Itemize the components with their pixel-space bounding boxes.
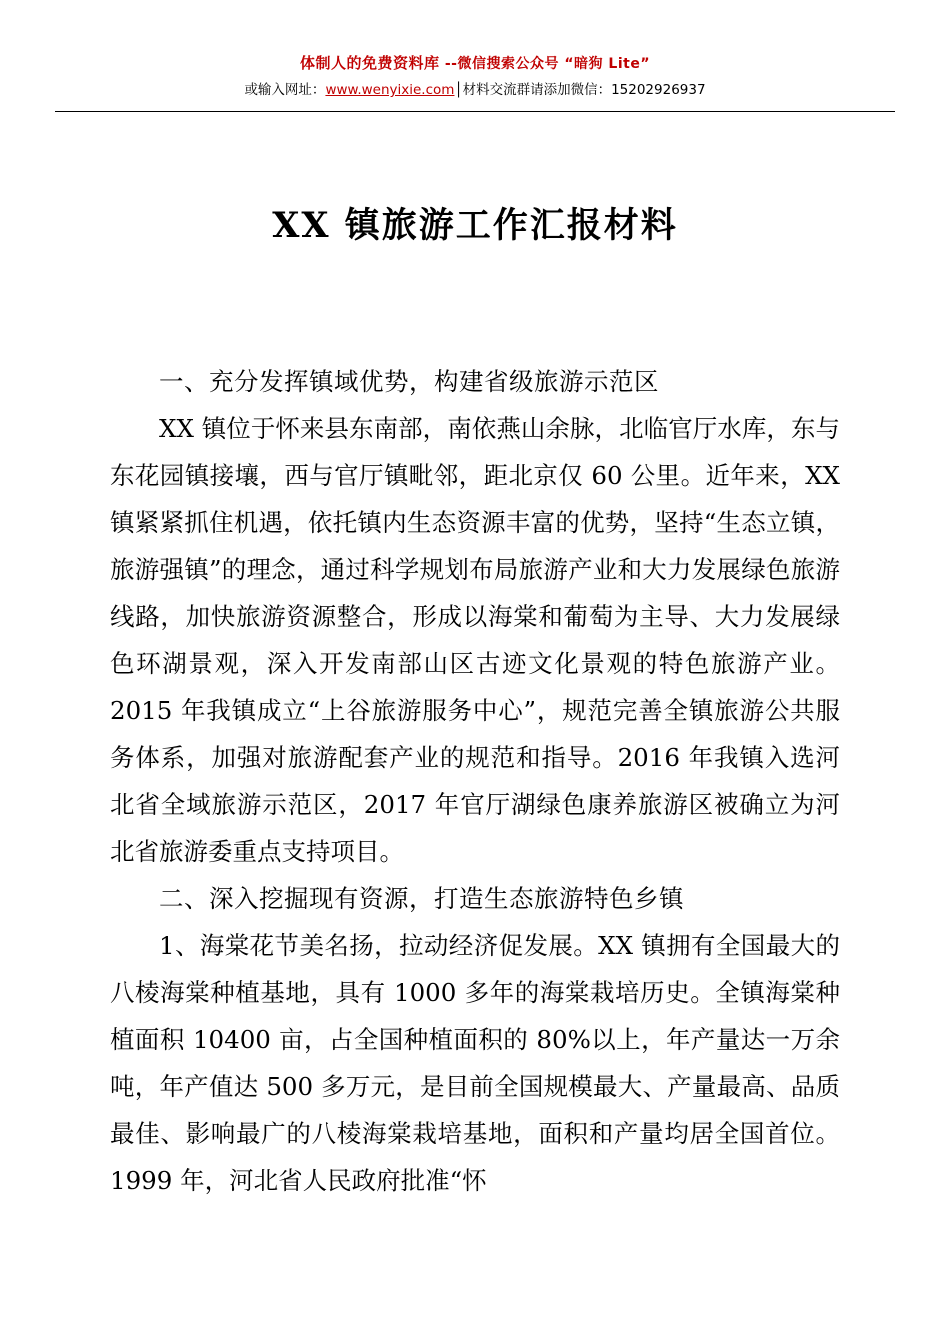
section-heading-2: 二、深入挖掘现有资源，打造生态旅游特色乡镇 — [159, 883, 684, 913]
promo-banner — [0, 0, 950, 100]
paragraph-1: XX 镇位于怀来县东南部，南依燕山余脉，北临官厅水库，东与东花园镇接壤，西与官厅镇毗邻，距北京仅 60 公里。近年来，XX 镇紧紧抓住机遇，依托镇内生态资源丰富的优势，坚持“生态立镇，旅游强镇”的理念，通过科学规划布局旅游产业和大力发展绿色旅游线路，加快旅游资源整合，形成以海棠和葡萄为主导、大力发展绿色环湖景观，深入开发南部山区古迹文化景观的特色旅游产业。2015 年我镇成立“上谷旅游服务中心”，规范完善全镇旅游公共服务体系，加强对旅游配套产业的规范和指导。2016 年我镇入选河北省全域旅游示范区，2017 年官厅湖绿色康养旅游区被确立为河北省旅游委重点支持项目。 — [110, 413, 840, 866]
banner-url-link[interactable]: www.wenyixie.com — [325, 82, 455, 98]
banner-contact-note: │材料交流群请添加微信：15202926937 — [454, 82, 706, 98]
page-title: XX 镇旅游工作汇报材料 — [272, 205, 678, 247]
banner-url-prefix: 或输入网址： — [244, 82, 326, 98]
banner-secondary-line — [0, 80, 950, 100]
header-divider — [55, 111, 895, 112]
banner-primary-line — [0, 52, 950, 75]
banner-wechat-note: --微信搜索公众号 “暗狗 Lite” — [439, 56, 651, 72]
document-body — [110, 272, 840, 1204]
banner-site-name: 体制人的免费资料库 — [299, 54, 440, 72]
section-heading-1: 一、充分发挥镇域优势，构建省级旅游示范区 — [159, 366, 659, 396]
paragraph-2: 1、海棠花节美名扬，拉动经济促发展。XX 镇拥有全国最大的八棱海棠种植基地，具有 1000 多年的海棠栽培历史。全镇海棠种植面积 10400 亩，占全国种植面积的 80%以上，年产量达一万余吨，年产值达 500 多万元，是目前全国规模最大、产量最高、品质最佳、影响最广的八棱海棠栽培基地，面积和产量均居全国首位。1999 年，河北省人民政府批准“怀 — [110, 930, 840, 1195]
